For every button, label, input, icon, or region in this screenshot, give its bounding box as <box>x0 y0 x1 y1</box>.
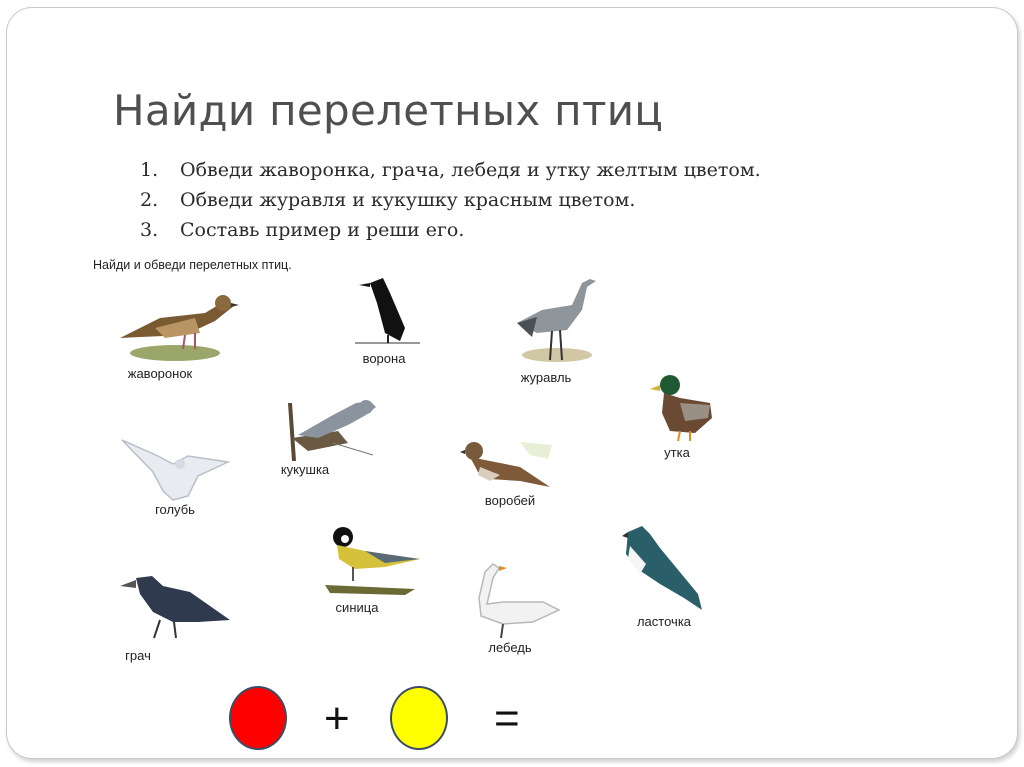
bird-label-tit: синица <box>335 600 379 615</box>
equals-sign: = <box>494 694 520 743</box>
bird-label-rook: грач <box>125 648 151 663</box>
duck-illustration <box>650 373 715 443</box>
bird-label-pigeon: голубь <box>155 502 195 517</box>
sparrow-illustration <box>460 437 555 492</box>
swan-illustration <box>473 558 561 642</box>
bird-label-crane: журавль <box>520 370 572 385</box>
cuckoo-illustration <box>278 393 378 463</box>
bird-label-lark: жаворонок <box>127 366 193 381</box>
bird-label-swan: лебедь <box>488 640 532 655</box>
red-circle <box>229 686 287 750</box>
slide-title: Найди перелетных птиц <box>113 86 664 135</box>
swallow-illustration <box>620 524 705 612</box>
bird-label-sparrow: воробей <box>484 493 536 508</box>
yellow-circle <box>390 686 448 750</box>
crane-illustration <box>512 275 597 367</box>
task-item: 2. Обведи журавля и кукушку красным цветом. <box>140 189 636 211</box>
plus-sign: + <box>324 694 350 743</box>
crow-illustration <box>355 273 420 348</box>
task-item: 1. Обведи жаворонка, грача, лебедя и утку желтым цветом. <box>140 159 761 181</box>
lark-illustration <box>115 283 240 363</box>
rook-illustration <box>118 572 234 644</box>
bird-label-cuckoo: кукушка <box>280 462 330 477</box>
bird-label-duck: утка <box>664 445 690 460</box>
pigeon-illustration <box>118 436 230 502</box>
bird-label-crow: ворона <box>362 351 406 366</box>
task-item: 3. Составь пример и реши его. <box>140 219 465 241</box>
bird-label-swallow: ласточка <box>636 614 692 629</box>
tit-illustration <box>325 523 420 595</box>
task-list <box>140 155 761 245</box>
worksheet-caption: Найди и обведи перелетных птиц. <box>93 258 292 272</box>
